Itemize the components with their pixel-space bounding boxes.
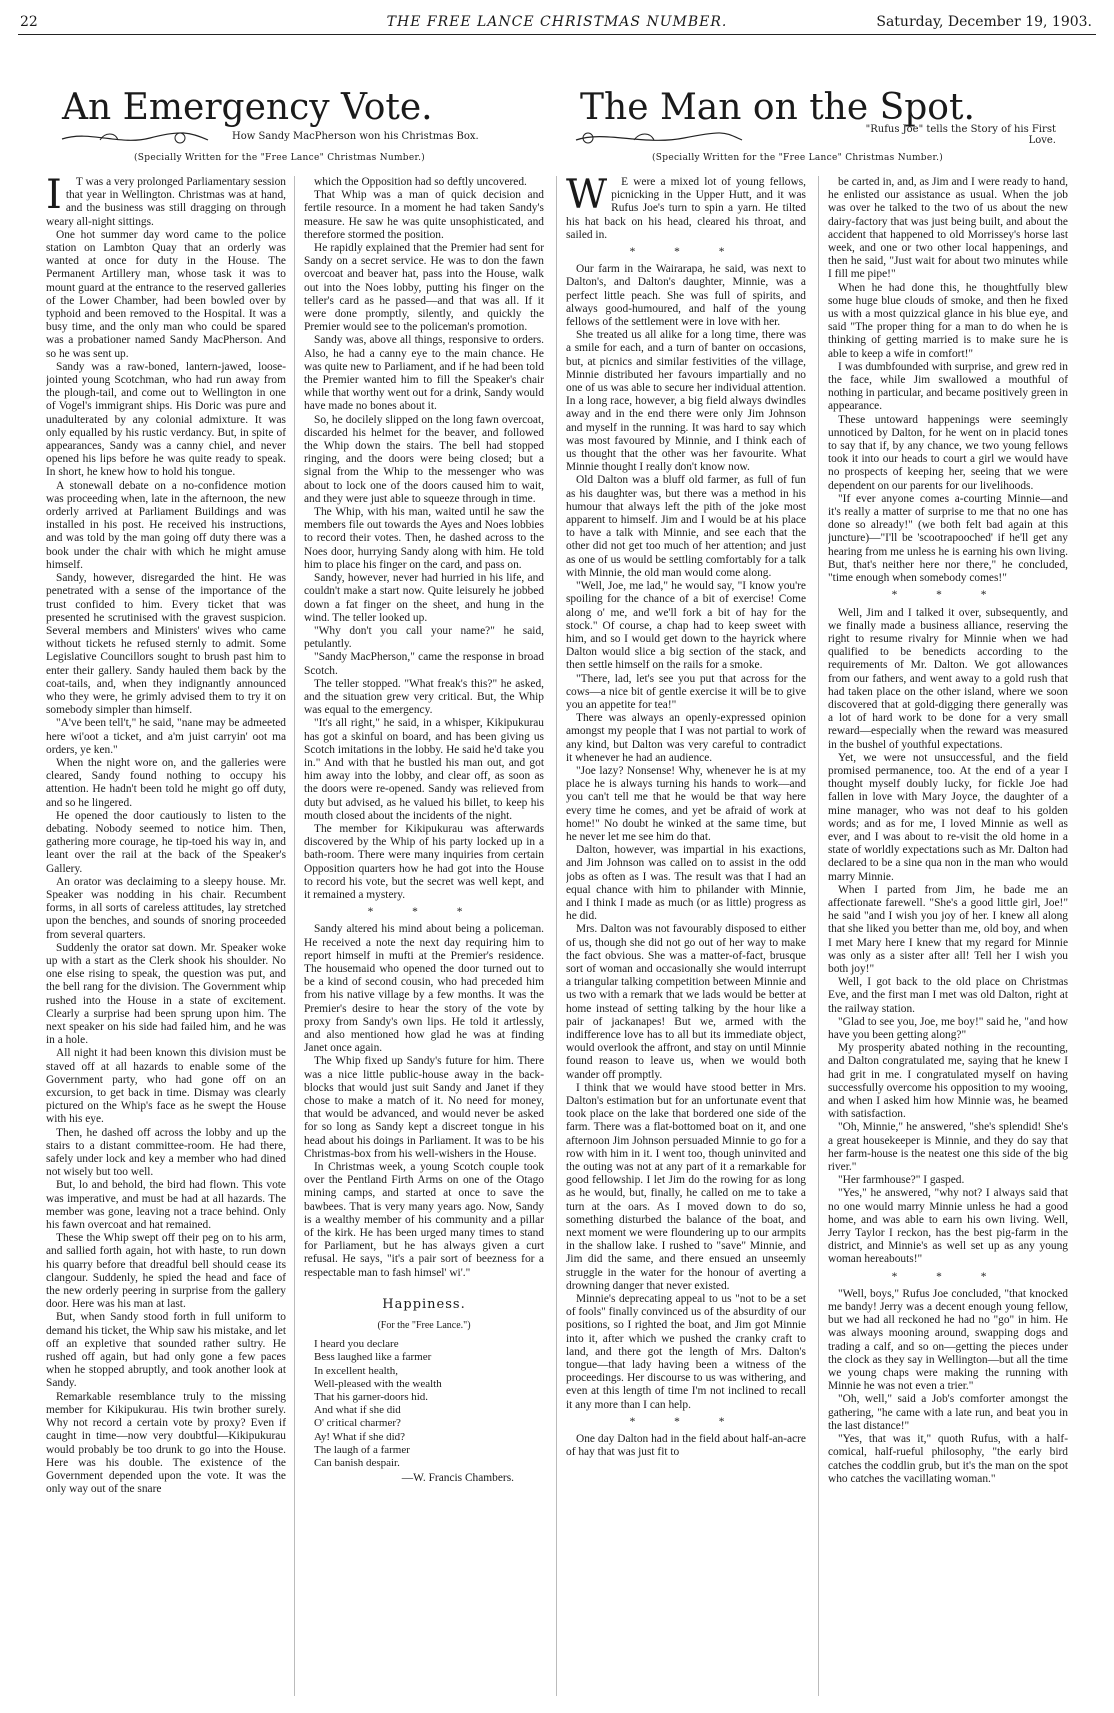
paragraph: Remarkable resemblance truly to the missing member for Kikipukurau. His twin brother surely. Why not record a certain vote by proxy? Even if caught in time—now very doubtful—Kikipukurau would probably be too drunk to go into the House. Here was his double. The existence of the Government depended upon the vote. It was the only way out of the snare xyxy=(46,1390,286,1496)
paragraph: These the Whip swept off their peg on to his arm, and sallied forth again, hot with haste, to run down his quarry before that dreadful bell should cease its clangour. Suddenly, he spied the head and face of the new orderly peering in surprise from the gallery door. Here was his man at last. xyxy=(46,1232,286,1311)
running-head xyxy=(18,8,1096,34)
story1-column-1 xyxy=(46,176,286,1696)
paragraph: E were a mixed lot of young fellows, picnicking in the Upper Hutt, and it was Rufus Joe's turn to spin a yarn. He tilted his hat back on his head, cleared his throat, and sailed in. xyxy=(566,176,806,241)
paragraph: Well, I got back to the old place on Christmas Eve, and the first man I met was old Dalton, right at the railway station. xyxy=(828,976,1068,1015)
paragraph: She treated us all alike for a long time, there was a smile for each, and a turn of banter on occasions, but, at picnics and similar festivities of the village, Minnie distributed her favours impartially and no one of us was able to secure her individual attention. In a long race, however, a big field always dwindles away and in the end there were only Jim Johnson and myself in the running. It was hard to say which was most favoured by Minnie, and I think each of us thought that the other was her favourite. What Minnie thought I really don't know now. xyxy=(566,329,806,474)
poem-author: —W. Francis Chambers. xyxy=(401,1472,514,1485)
paragraph: I was dumbfounded with surprise, and grew red in the face, while Jim swallowed a mouthful of nothing in particular, and became positively green in appearance. xyxy=(828,360,1068,413)
poem-line: Ay! What if she did? xyxy=(314,1430,406,1443)
paragraph: The Whip fixed up Sandy's future for him. There was a nice little public-house away in the back-blocks that would just suit Sandy and Janet if they chose to make a match of it. No need for money, that would be advanced, and would never be asked for so long as Sandy kept a discreet tongue in his head about his doings in Parliament. It was to be his Christmas-box from his well-wishers in the House. xyxy=(304,1055,544,1160)
paragraph: That Whip was a man of quick decision and fertile resource. In a moment he had taken Sandy's measure. He saw he was quite unsophisticated, and therefore stormed the position. xyxy=(304,189,544,241)
paragraph: "Well, Joe, me lad," he would say, "I know you're spoiling for the chance of a bit of exercise! Come along o' me, and we'll fork a bit of hay for the stock." Of course, a chap had to keep sweet with him, and so I would get down to the hayrick where Dalton would slice a big section of the stack, and then settle himself on the rails for a smoke. xyxy=(566,580,806,672)
story2-column-2 xyxy=(828,176,1068,1696)
column-divider xyxy=(294,176,295,1696)
section-break: * * * xyxy=(629,1415,743,1428)
column-divider xyxy=(818,176,819,1696)
paragraph: When I parted from Jim, he bade me an affectionate farewell. "She's a good little girl, Joe!" he said "and I wish you joy of her. I knew all along that she liked you better than me, old boy, and when I met Mary here I knew that my regard for Minnie was only as a sister after all! Tell her I wish you both joy!" xyxy=(828,883,1068,975)
flourish-ornament xyxy=(574,128,744,150)
paragraph: Then, he dashed off across the lobby and up the stairs to a distant committee-room. He had there, safely under lock and key a member who had dined not wisely but too well. xyxy=(46,1126,286,1179)
section-break: * * * xyxy=(891,589,1005,602)
poem-title: Happiness. xyxy=(382,1296,466,1312)
paragraph: Dalton, however, was impartial in his exactions, and Jim Johnson was called on to assist in the odd jobs as often as I was. The result was that I had an equal chance with him to philander with Minnie, and I think I made as much (or as little) progress as he did. xyxy=(566,844,806,923)
paragraph: Minnie's deprecating appeal to us "not to be a set of fools" finally convinced us of the absurdity of our positions, so I righted the boat, and Jim got Minnie into it, after which we pushed the cranky craft to land, and there got the length of Mrs. Dalton's tongue—that lady having been a witness of the proceedings. Her discourse to us was withering, and even at this length of time I'm not inclined to recall it any more than I can help. xyxy=(566,1293,806,1411)
paragraph: "Yes," he answered, "why not? I always said that no one would marry Minnie unless he had a good home, and was able to earn his own living. Well, Jerry Taylor I reckon, has the best pig-farm in the district, and Minnie's as well set up as any young woman hereabouts!" xyxy=(828,1187,1068,1266)
paragraph: But, lo and behold, the bird had flown. This vote was imperative, and must be had at all hazards. The member was gone, leaving not a trace behind. Only his fawn overcoat and hat remained. xyxy=(46,1179,286,1232)
publication-title: THE FREE LANCE CHRISTMAS NUMBER. xyxy=(386,14,728,30)
paragraph: "Yes, that was it," quoth Rufus, with a half-comical, half-rueful philosophy, "the early bird catches the coddlin grub, but it's the man on the spot who catches the vacillating woman." xyxy=(828,1433,1068,1485)
paragraph: "Well, boys," Rufus Joe concluded, "that knocked me bandy! Jerry was a decent enough young fellow, but we had all reckoned he had no "go" in him. He was always mooning around, swapping dogs and trading a calf, and so on—getting the pieces under the clock as they say in Wellington—but all the time we young chaps were making the running with Minnie he was not even a trier." xyxy=(828,1287,1068,1393)
paragraph: "If ever anyone comes a-courting Minnie—and it's really a matter of surprise to me that no one has done so already!" (we both felt bad again at this juncture)—"I'll be 'scootrapooched' if he'll get any hearing from me unless he is earning his own living. But, that's neither here nor there," he concluded, "time enough when somebody comes!" xyxy=(828,492,1068,585)
section-break: * * * xyxy=(629,246,743,259)
paragraph: "Her farmhouse?" I gasped. xyxy=(838,1174,965,1187)
paragraph: In Christmas week, a young Scotch couple took over the Pentland Firth Arms on one of the Otago mining camps, and started at once to save the bawbees. That is very many years ago. Now, Sandy is a wealthy member of his community and a pillar of the kirk. He has been urged many times to stand for Parliament, but he has always given a curt refusal. He says, "it's a pair sort of beezness for a respectable man to fash himsel' wi'." xyxy=(304,1161,544,1279)
paragraph: Sandy, however, disregarded the hint. He was penetrated with a sense of the importance of the trust confided to him. Every ticket that was presented he scrutinised with the gravest suspicion. Several members and Ministers' wives who came without tickets he refused sternly to admit. Some Legislative Councillors sought to brush past him to enter their gallery. Sandy hauled them back by the coat-tails, and, when they indignantly announced who they were, he grimly advised them to try it on somebody simpler than himself. xyxy=(46,572,286,717)
poem-source: (For the "Free Lance.") xyxy=(377,1320,471,1332)
story1-title: An Emergency Vote. xyxy=(62,87,433,128)
poem-line: The laugh of a farmer xyxy=(314,1443,410,1456)
issue-date: Saturday, December 19, 1903. xyxy=(876,14,1092,30)
paragraph: "It's all right," he said, in a whisper, Kikipukurau has got a skinful on board, and has been giving us Scotch imitations in the lobby. He said he'd take you in." And with that he bustled his man out, and got him away into the lobby, and clear off, as soon as the doors were re-opened. Sandy was relieved from duty but advised, as he valued his billet, to keep his mouth closed about the incidents of the night. xyxy=(304,717,544,822)
paragraph: My prosperity abated nothing in the recounting, and Dalton congratulated me, saying that he knew I had grit in me. I congratulated myself on having successfully overcome his opposition to my wooing, and when I asked him how Minnie was, he beamed with satisfaction. xyxy=(828,1042,1068,1121)
poem-line: That his garner-doors hid. xyxy=(314,1391,429,1404)
paragraph: "A've been tell't," he said, "nane may be admeeted here wi'oot a ticket, and a'm juist carryin' oot ma orders, ye ken." xyxy=(46,717,286,756)
story2-title: The Man on the Spot. xyxy=(580,87,975,128)
paragraph: Suddenly the orator sat down. Mr. Speaker woke up with a start as the Clerk shook his shoulder. No one else rising to speak, the question was put, and the bell rang for the division. The Government whip rushed into the House in a state of excitement. Clearly a surprise had been sprung upon him. The next speaker on his side had failed him, and he was in a hole. xyxy=(46,941,286,1047)
paragraph: An orator was declaiming to a sleepy house. Mr. Speaker was nodding in his chair. Recumbent forms, in all sorts of careless attitudes, lay stretched upon the benches, and sounds of snoring proceeded from several quarters. xyxy=(46,875,286,941)
paragraph: I think that we would have stood better in Mrs. Dalton's estimation but for an unfortunate event that took place on the lake that bordered one side of the farm. There was a flat-bottomed boat on it, and one afternoon Jim Johnson persuaded Minnie to go for a row with him in it. I went too, though uninvited and the outing was not at any part of it a remarkable for good fellowship. I let Jim do the rowing for as long as he would, but, finally, he called on me to take a turn at the oars. As I moved down to do so, something disturbed the balance of the boat, and next moment we were floundering up to our armpits in the shallow lake. I rushed to "save" Minnie, and Jim did the same, and there ensued an unseemly struggle in the water for the honour of averting a drowning danger that never existed. xyxy=(566,1081,806,1292)
story2-written-for: (Specially Written for the "Free Lance" Christmas Number.) xyxy=(652,153,944,163)
paragraph: Old Dalton was a bluff old farmer, as full of fun as his daughter was, but there was a method in his humour that always left the pith of the joke most apparent to himself. Jim and I would be at his place to have a talk with Minnie, and see each that the other did not get too much of her attention; and just as one of us would be settling comfortably for a talk with Minnie, the old man would come along. xyxy=(566,474,806,579)
poem-line: And what if she did xyxy=(314,1404,401,1417)
story2-subtitle: "Rufus Joe" tells the Story of his First Love. xyxy=(865,124,1056,146)
paragraph: All night it had been known this division must be staved off at all hazards to enable some of the Government party, who had gone off on an excursion, to get back in time. Dismay was clearly pictured on the Whip's face as he swept the House with his eye. xyxy=(46,1047,286,1126)
paragraph: So, he docilely slipped on the long fawn overcoat, discarded his helmet for the beaver, and followed the Whip down the stairs. The bell had stopped ringing, and the doors were being closed; but a signal from the Whip to the messenger who was about to lock one of the doors caused him to wait, and they were just able to squeeze through in time. xyxy=(304,413,544,505)
header-rule xyxy=(18,34,1096,35)
paragraph: T was a very prolonged Parliamentary session that year in Wellington. Christmas was at hand, and the business was still dragging on through weary all-night sittings. xyxy=(46,176,286,228)
story2-column-1 xyxy=(566,176,806,1696)
paragraph: "Oh, Minnie," he answered, "she's splendid! She's a great housekeeper is Minnie, and they do say that her farm-house is the neatest one this side of the big river." xyxy=(828,1121,1068,1174)
paragraph: One day Dalton had in the field about half-an-acre of hay that was just fit to xyxy=(566,1433,806,1459)
paragraph: "Why don't you call your name?" he said, petulantly. xyxy=(304,624,544,651)
paragraph: "Oh, well," said a Job's comforter amongst the gathering, "he came with a late run, and beat you in the last distance!" xyxy=(828,1393,1068,1432)
story1-written-for: (Specially Written for the "Free Lance" Christmas Number.) xyxy=(134,153,426,163)
paragraph: Sandy was a raw-boned, lantern-jawed, loose-jointed young Scotchman, who had run away from the plough-tail, and come out to Wellington in one of Vogel's immigrant ships. His Doric was pure and unadulterated by any colonial admixture. It was only equalled by his rustic verdancy. But, in spite of appearances, Sandy was a canny chiel, and never opened his lips before he was quite ready to speak. In short, he knew how to hold his tongue. xyxy=(46,360,286,479)
paragraph: "Sandy MacPherson," came the response in broad Scotch. xyxy=(304,651,544,677)
paragraph: When he had done this, he thoughtfully blew some huge blue clouds of smoke, and then he fixed us with a most quizzical glance in his blue eye, and said "The proper thing for a man to do when he is thinking of getting married is to make sure he is able to keep a wife in comfort!" xyxy=(828,281,1068,360)
story1-column-2 xyxy=(304,176,544,1696)
drop-cap: I xyxy=(46,176,62,218)
paragraph: which the Opposition had so deftly uncovered. xyxy=(314,176,527,188)
paragraph: Well, Jim and I talked it over, subsequently, and we finally made a business alliance, reserving the right to resume rivalry for Minnie when we had qualified to be benedicts according to the requirements of Mr. Dalton. We got allowances from our fathers, and went away to a gold rush that had taken place on the other island, where we soon discovered that at gold-digging there generally was a lot of hard work to be done for a very small reward—especially when the reward was measured in the bushel of youthful expectations. xyxy=(828,606,1068,751)
poem-line: Can banish despair. xyxy=(314,1457,400,1470)
drop-cap: W xyxy=(566,176,608,218)
paragraph: "There, lad, let's see you put that across for the cows—a nice bit of gentle exercise it will be to give you an appetite for tea!" xyxy=(566,672,806,711)
column-divider xyxy=(556,176,557,1696)
paragraph: A stonewall debate on a no-confidence motion was proceeding when, late in the afternoon, the new orderly arrived at Parliament Buildings and was installed in his post. He received his instructions, and was told by the man going off duty there was a book under the chair with which he might amuse himself. xyxy=(46,479,286,571)
section-break: * * * xyxy=(367,906,481,919)
paragraph: Yet, we were not unsuccessful, and the field promised permanence, too. At the end of a year I thought myself doubly lucky, for fickle Joe had fallen in love with Mary Joyce, the daughter of a mine manager, who was not deaf to his golden words; and as for me, I loved Minnie as well as ever, and I was about to re-visit the old home in a state of worldly expectations such as Mr. Dalton had declared to be a sine qua non in the man who would marry Minnie. xyxy=(828,751,1068,883)
paragraph: But, when Sandy stood forth in full uniform to demand his ticket, the Whip saw his mistake, and let off an expletive that sounded rather sultry. He rushed off again, but had only gone a few paces when he stopped abruptly, and took another look at Sandy. xyxy=(46,1311,286,1390)
paragraph: "Glad to see you, Joe, me boy!" said he, "and how have you been getting along?" xyxy=(828,1015,1068,1041)
poem-line: O' critical charmer? xyxy=(314,1417,401,1430)
poem-line: In excellent health, xyxy=(314,1364,398,1377)
paragraph: He opened the door cautiously to listen to the debating. Nobody seemed to notice him. Then, gathering more courage, he tip-toed his way in, and leant over the rail at the back of the Speaker's Gallery. xyxy=(46,809,286,875)
page-number: 22 xyxy=(20,14,38,30)
paragraph: The Whip, with his man, waited until he saw the members file out towards the Ayes and Noes lobbies to record their votes. Then, he dashed across to the Noes door, hurrying Sandy along with him. He told him to place his finger on the card, and pass on. xyxy=(304,506,544,571)
story1-subtitle: How Sandy MacPherson won his Christmas Box. xyxy=(232,131,479,142)
paragraph: Mrs. Dalton was not favourably disposed to either of us, though she did not go out of her way to make the fact obvious. She was a matter-of-fact, brusque sort of woman and occasionally she would interrupt a triangular talking competition between Minnie and us two with a remark that we lads would be better at home instead of setting talking by the hour like a pair of jackanapes! But we, armed with the indifference love has to all but its immediate object, would overlook the affront, and stay on until Minnie found reason to leave us, when we would both wander off promptly. xyxy=(566,923,806,1081)
poem-line: I heard you declare xyxy=(314,1338,399,1351)
paragraph: "Joe lazy? Nonsense! Why, whenever he is at my place he is always turning his hands to work—and you can't tell me that he would be that way here every time he comes, and yet be afraid of work at home!" No doubt he winked at the same time, but he never let me see him do that. xyxy=(566,764,806,843)
section-break: * * * xyxy=(891,1270,1005,1283)
poem-line: Bess laughed like a farmer xyxy=(314,1351,432,1364)
paragraph: The member for Kikipukurau was afterwards discovered by the Whip of his party locked up in a bath-room. There were many inquiries from certain Opposition quarters how he had got into the House to record his vote, but the secret was well kept, and it remained a mystery. xyxy=(304,822,544,901)
paragraph: These untoward happenings were seemingly unnoticed by Dalton, for he went on in placid tones to say that if, by any chance, we two young fellows took it into our heads to court a girl we would have no prospects of keeping her, seeing that we were dependent on our parents for our livelihoods. xyxy=(828,413,1068,492)
paragraph: The teller stopped. "What freak's this?" he asked, and the situation grew very critical. But, the Whip was equal to the emergency. xyxy=(304,677,544,717)
paragraph: When the night wore on, and the galleries were cleared, Sandy found nothing to occupy his attention. He hadn't been told he might go off duty, and so he lingered. xyxy=(46,756,286,809)
poem-line: Well-pleased with the wealth xyxy=(314,1377,442,1390)
paragraph: There was always an openly-expressed opinion amongst my people that I was not partial to work of any kind, but Dalton was very careful to contradict it whenever he had an audience. xyxy=(566,712,806,764)
paragraph: Sandy was, above all things, responsive to orders. Also, he had a canny eye to the main chance. He was quite new to Parliament, and if he had been told the Premier wanted him to fill the Speaker's chair while that worthy went out for a drink, Sandy would have made no bones about it. xyxy=(304,334,544,413)
paragraph: Our farm in the Wairarapa, he said, was next to Dalton's, and Dalton's daughter, Minnie, was a perfect little peach. She was full of spirits, and always good-humoured, and half of the young fellows of the settlement were in love with her. xyxy=(566,263,806,329)
paragraph: He rapidly explained that the Premier had sent for Sandy on a secret service. He was to don the fawn overcoat and beaver hat, pass into the House, walk out into the Noes lobby, putting his finger on the teller's card as he passed—and that was all. If it were done promptly, silently, and quickly the Premier would see to the policeman's promotion. xyxy=(304,242,544,334)
paragraph: Sandy, however, never had hurried in his life, and couldn't make a start now. Quite leisurely he jobbed down a fat finger on the sheet, and hung in the wind. The teller looked up. xyxy=(304,572,544,624)
paragraph: One hot summer day word came to the police station on Lambton Quay that an orderly was wanted at once for duty in the House. The Permanent Artillery man, whose task it was to mount guard at the entrance to the reserved galleries of the Lower Chamber, had been bowled over by typhoid and been removed to the Hospital. It was a busy time, and the only man who could be spared was a probationer named Sandy MacPherson. And so he was sent up. xyxy=(46,228,286,360)
flourish-ornament xyxy=(60,128,210,150)
paragraph: Sandy altered his mind about being a policeman. He received a note the next day requiring him to report himself in mufti at the Premier's residence. The housemaid who opened the door turned out to be a kind of second cousin, who had preceded him from his native village by a few months. It was the Premier's desire to hear the story of the vote by proxy from Sandy's own lips. He told it artlessly, and also mentioned how glad he was at finding Janet once again. xyxy=(304,923,544,1055)
paragraph: be carted in, and, as Jim and I were ready to hand, he enlisted our assistance as usual. When the job was over he talked to the two of us about the new dairy-factory that was just being built, and about the accident that happened to old Morrissey's horse last week, and one or two other local happenings, and then he said, "Just wait for about two minutes while I fill me pipe!" xyxy=(828,176,1068,281)
